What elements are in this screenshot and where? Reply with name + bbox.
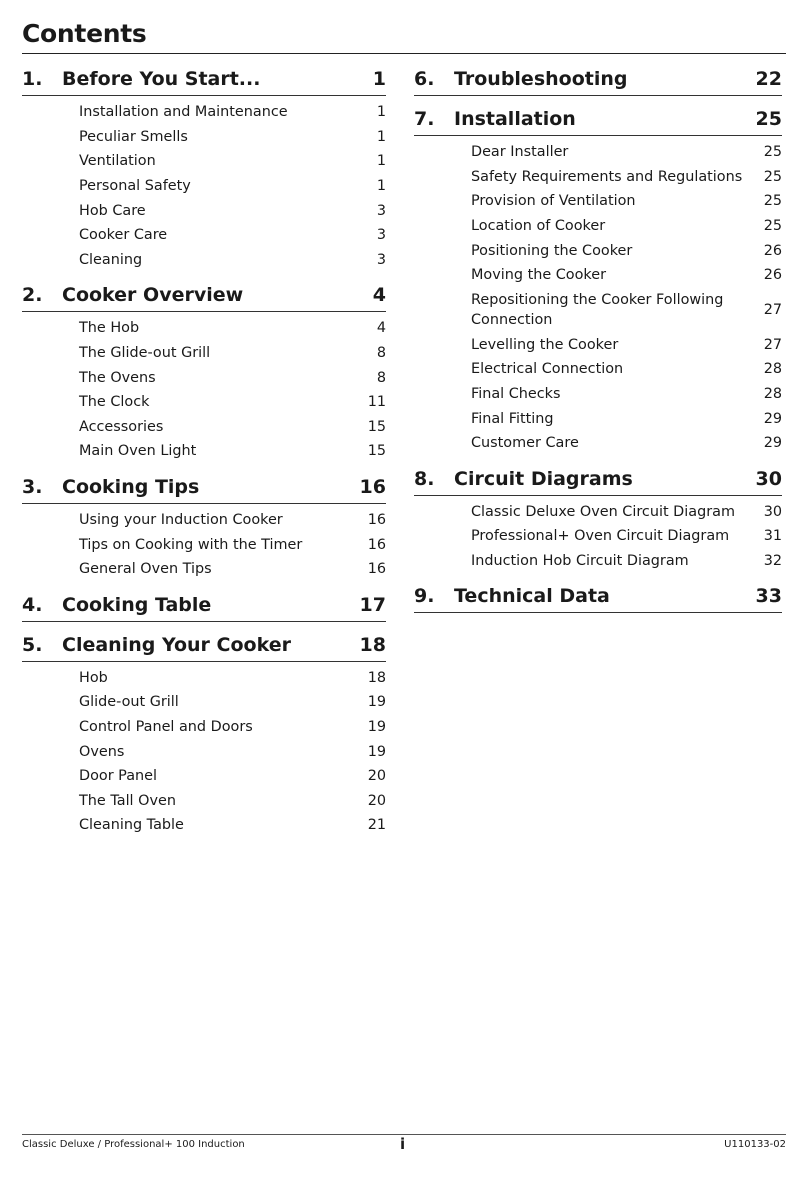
toc-entry-page-number: 1 <box>376 104 386 121</box>
toc-entry[interactable] <box>22 532 386 557</box>
toc-entry-page-number: 20 <box>367 792 386 809</box>
toc-entry[interactable] <box>22 365 386 390</box>
toc-left-column <box>22 66 386 848</box>
toc-entry-title: Final Checks <box>471 386 561 403</box>
section-page-number: 25 <box>755 108 782 130</box>
toc-entry[interactable] <box>22 125 386 150</box>
toc-entry-title: The Ovens <box>79 369 156 386</box>
toc-entry-page-number: 1 <box>376 128 386 145</box>
section-number: 2. <box>22 284 43 307</box>
section-page-number: 30 <box>755 467 782 490</box>
toc-section <box>414 66 782 96</box>
toc-entry-page-number: 11 <box>367 394 386 411</box>
toc-entry-list <box>414 136 782 456</box>
toc-entry[interactable] <box>22 439 386 464</box>
toc-entry-title: Location of Cooker <box>471 218 606 235</box>
toc-entry-title: The Tall Oven <box>79 792 176 809</box>
toc-entry-title: Glide-out Grill <box>79 694 179 711</box>
section-number: 7. <box>414 108 435 130</box>
toc-entry[interactable] <box>22 316 386 341</box>
section-page-number: 17 <box>359 593 386 616</box>
section-title: Technical Data <box>454 585 610 608</box>
toc-section <box>22 632 386 838</box>
toc-entry-title: Provision of Ventilation <box>471 193 636 210</box>
footer-product-name: Classic Deluxe / Professional+ 100 Induction <box>22 1139 245 1150</box>
toc-entry-title: Professional+ Oven Circuit Diagram <box>471 528 730 545</box>
toc-entry[interactable] <box>414 357 782 382</box>
section-page-number: 4 <box>372 284 386 307</box>
toc-right-column <box>414 66 782 623</box>
toc-entry-page-number: 3 <box>376 251 386 268</box>
toc-entry-page-number: 27 <box>763 336 782 353</box>
toc-entry-title: Final Fitting <box>471 410 554 427</box>
toc-entry-page-number: 25 <box>763 168 782 185</box>
section-number: 9. <box>414 585 435 608</box>
toc-entry-title: Accessories <box>79 418 164 435</box>
toc-entry-page-number: 25 <box>763 218 782 235</box>
toc-section <box>22 66 386 272</box>
toc-entry-title: Cooker Care <box>79 227 168 244</box>
toc-section <box>22 474 386 582</box>
toc-entry[interactable] <box>414 382 782 407</box>
section-page-number: 22 <box>755 68 782 90</box>
toc-entry-page-number: 1 <box>376 178 386 195</box>
toc-entry[interactable] <box>414 431 782 456</box>
toc-entry-page-number: 19 <box>367 743 386 760</box>
section-title: Cleaning Your Cooker <box>62 633 291 656</box>
toc-entry[interactable] <box>414 288 782 333</box>
toc-entry-page-number: 16 <box>367 561 386 578</box>
toc-entry-title: Positioning the Cooker <box>471 242 633 259</box>
toc-entry[interactable] <box>22 174 386 199</box>
toc-entry-page-number: 15 <box>367 443 386 460</box>
toc-entry[interactable] <box>22 390 386 415</box>
toc-entry-title: Induction Hob Circuit Diagram <box>471 553 689 570</box>
toc-entry-page-number: 29 <box>763 410 782 427</box>
toc-entry-page-number: 27 <box>763 302 782 319</box>
section-heading[interactable] <box>414 66 782 96</box>
section-number: 1. <box>22 68 43 90</box>
toc-entry-title: Levelling the Cooker <box>471 336 619 353</box>
toc-entry-page-number: 28 <box>763 386 782 403</box>
section-page-number: 33 <box>755 585 782 608</box>
toc-entry[interactable] <box>414 189 782 214</box>
section-heading[interactable] <box>22 66 386 96</box>
toc-entry[interactable] <box>414 140 782 165</box>
toc-entry-title: Tips on Cooking with the Timer <box>79 536 303 553</box>
toc-entry-title: Moving the Cooker <box>471 267 607 284</box>
toc-entry-page-number: 4 <box>376 320 386 337</box>
toc-entry[interactable] <box>414 333 782 358</box>
toc-entry-page-number: 20 <box>367 768 386 785</box>
toc-entry-list <box>22 662 386 838</box>
toc-entry-title: Classic Deluxe Oven Circuit Diagram <box>471 503 735 520</box>
toc-entry-list <box>22 96 386 272</box>
toc-entry-title: Customer Care <box>471 435 579 452</box>
toc-entry[interactable] <box>414 214 782 239</box>
section-title: Installation <box>454 108 576 130</box>
section-heading[interactable] <box>22 282 386 312</box>
toc-entry-page-number: 3 <box>376 202 386 219</box>
toc-entry-title: The Clock <box>79 394 150 411</box>
toc-entry-page-number: 8 <box>376 369 386 386</box>
toc-entry-page-number: 26 <box>763 242 782 259</box>
page-title: Contents <box>22 19 147 48</box>
toc-entry[interactable] <box>414 500 782 525</box>
section-number: 5. <box>22 633 43 656</box>
toc-entry-title: Door Panel <box>79 768 158 785</box>
toc-entry-page-number: 28 <box>763 361 782 378</box>
toc-entry-page-number: 16 <box>367 512 386 529</box>
toc-entry[interactable] <box>22 341 386 366</box>
toc-entry-page-number: 3 <box>376 227 386 244</box>
section-page-number: 16 <box>359 475 386 498</box>
toc-entry[interactable] <box>414 263 782 288</box>
toc-entry[interactable] <box>414 549 782 574</box>
toc-entry[interactable] <box>22 149 386 174</box>
toc-section <box>414 106 782 456</box>
toc-entry-page-number: 19 <box>367 718 386 735</box>
toc-entry[interactable] <box>22 764 386 789</box>
toc-entry-list <box>414 496 782 574</box>
toc-entry-page-number: 32 <box>763 553 782 570</box>
toc-entry-page-number: 21 <box>367 817 386 834</box>
toc-entry[interactable] <box>22 690 386 715</box>
toc-entry-title: Cleaning <box>79 251 143 268</box>
section-heading[interactable] <box>22 592 386 622</box>
toc-entry[interactable] <box>414 238 782 263</box>
toc-entry[interactable] <box>22 248 386 273</box>
section-heading[interactable] <box>22 632 386 662</box>
toc-entry[interactable] <box>22 223 386 248</box>
toc-section <box>22 592 386 622</box>
toc-entry[interactable] <box>22 508 386 533</box>
toc-entry-title: The Hob <box>79 320 140 337</box>
section-title: Troubleshooting <box>454 68 628 90</box>
toc-entry-title: Installation and Maintenance <box>79 104 288 121</box>
toc-entry-title: Dear Installer <box>471 144 569 161</box>
toc-entry[interactable] <box>414 165 782 190</box>
toc-entry-page-number: 15 <box>367 418 386 435</box>
section-number: 6. <box>414 68 435 90</box>
toc-section <box>414 466 782 574</box>
toc-section <box>22 282 386 464</box>
section-heading[interactable] <box>414 106 782 136</box>
toc-entry-title: Main Oven Light <box>79 443 197 460</box>
toc-entry-page-number: 8 <box>376 345 386 362</box>
toc-entry-page-number: 31 <box>763 528 782 545</box>
toc-entry-page-number: 25 <box>763 144 782 161</box>
section-title: Cooker Overview <box>62 284 244 307</box>
toc-entry-title: Personal Safety <box>79 178 191 195</box>
toc-entry-title: Ovens <box>79 743 125 760</box>
toc-entry-title: Safety Requirements and Regulations <box>471 168 743 185</box>
toc-entry[interactable] <box>22 415 386 440</box>
section-number: 4. <box>22 593 43 616</box>
toc-entry-page-number: 29 <box>763 435 782 452</box>
footer-document-code: U110133-02 <box>724 1139 786 1150</box>
toc-entry[interactable] <box>22 739 386 764</box>
toc-entry-title: General Oven Tips <box>79 561 212 578</box>
toc-entry-title: Hob Care <box>79 202 146 219</box>
toc-section <box>414 583 782 613</box>
toc-entry-title: Repositioning the Cooker Following Connection <box>471 292 724 329</box>
toc-entry[interactable] <box>22 813 386 838</box>
section-number: 3. <box>22 475 43 498</box>
toc-entry-page-number: 30 <box>763 503 782 520</box>
toc-entry-title: Using your Induction Cooker <box>79 512 283 529</box>
section-page-number: 1 <box>372 68 386 90</box>
toc-entry[interactable] <box>414 524 782 549</box>
toc-entry[interactable] <box>22 198 386 223</box>
section-number: 8. <box>414 467 435 490</box>
section-heading[interactable] <box>22 474 386 504</box>
section-page-number: 18 <box>359 633 386 656</box>
toc-entry-page-number: 1 <box>376 153 386 170</box>
toc-entry[interactable] <box>22 715 386 740</box>
toc-entry-title: The Glide-out Grill <box>79 345 211 362</box>
toc-entry[interactable] <box>22 100 386 125</box>
section-heading[interactable] <box>414 466 782 496</box>
toc-entry-title: Cleaning Table <box>79 817 184 834</box>
section-title: Circuit Diagrams <box>454 467 633 490</box>
toc-entry[interactable] <box>414 406 782 431</box>
toc-entry[interactable] <box>22 557 386 582</box>
footer-page-number: i <box>400 1135 406 1153</box>
toc-entry-page-number: 26 <box>763 267 782 284</box>
toc-entry-title: Peculiar Smells <box>79 128 188 145</box>
toc-entry-title: Ventilation <box>79 153 156 170</box>
toc-entry-title: Control Panel and Doors <box>79 718 253 735</box>
toc-entry-title: Electrical Connection <box>471 361 624 378</box>
toc-entry[interactable] <box>22 788 386 813</box>
section-title: Cooking Tips <box>62 475 200 498</box>
toc-entry-list <box>22 504 386 582</box>
toc-entry-page-number: 18 <box>367 669 386 686</box>
section-heading[interactable] <box>414 583 782 613</box>
title-divider <box>22 53 786 54</box>
toc-entry[interactable] <box>22 666 386 691</box>
toc-entry-title: Hob <box>79 669 108 686</box>
toc-entry-page-number: 25 <box>763 193 782 210</box>
section-title: Cooking Table <box>62 593 212 616</box>
section-title: Before You Start... <box>62 68 261 90</box>
toc-entry-page-number: 19 <box>367 694 386 711</box>
toc-entry-page-number: 16 <box>367 536 386 553</box>
toc-entry-list <box>22 312 386 464</box>
